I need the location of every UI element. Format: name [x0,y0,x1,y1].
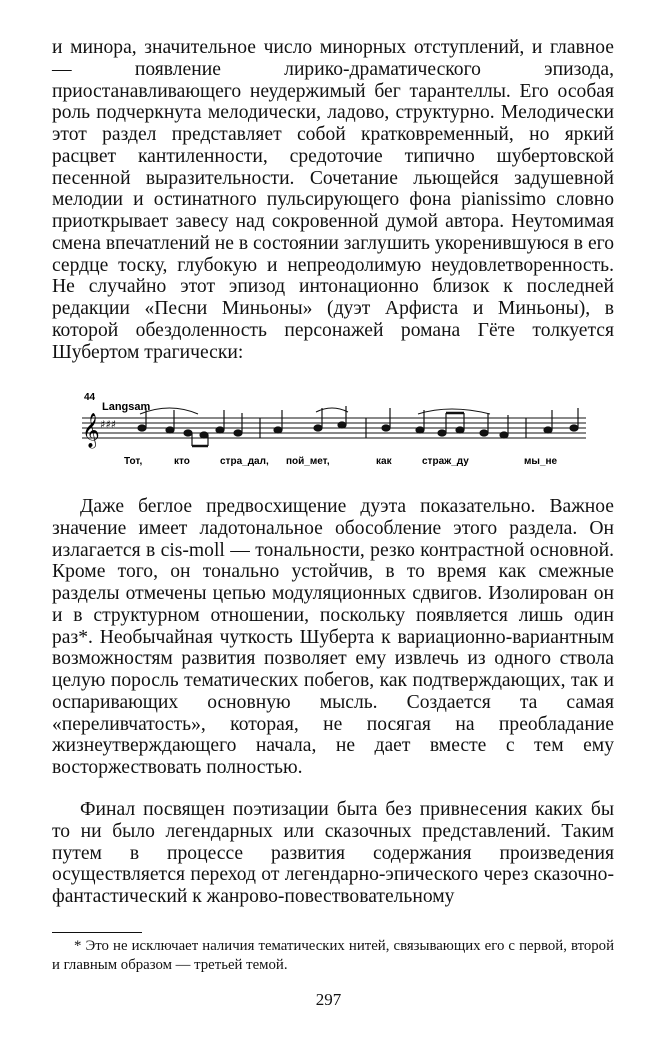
footnote-text: * Это не исключает наличия тематических нитей, связывающих его с первой, второй и главным образом — третьей темой. [52,938,614,973]
footnote [52,937,614,975]
lyric-syllable: стра_дал, [220,456,269,467]
paragraph-2 [52,496,614,779]
paragraph-3-text: Финал посвящен поэтизации быта без привнесения каких бы то ни было легендарных или сказочных представлений. Таким путем в процессе развития содержания произведения осуществляется переход от легендарно-эпического через сказочно-фантастический к жанрово-повествовательному [52,799,614,907]
treble-clef-icon: 𝄞 [82,413,100,448]
staff-lines [82,418,586,438]
lyric-syllable: как [376,456,392,467]
lyric-syllable: Тот, [124,456,143,467]
paragraph-1 [52,37,614,363]
tempo-marking: Langsam [102,401,151,413]
example-number: 44 [84,392,96,403]
paragraph-2-text: Даже беглое предвосхищение дуэта показательно. Важное значение имеет ладотональное обособление этого раздела. Он излагается в cis-moll — тональности, резко контрастной основной. Кроме того, он тонально устойчив, в то время как смежные разделы отмечены цепью модуляционных сдвигов. Изолирован он и в структурном отношении, поскольку появляется лишь один раз*. Необычайная чуткость Шуберта к вариационно-вариантным возможностям развития позволяет ему извлечь из одного ствола целую поросль тематических побегов, как подтверждающих, так и оспаривающих основную мысль. Создается та самая «переливчатость», которая, не посягая на преобладание жизнеутверждающего начала, не дает вместе с тем ему восторжествовать полностью. [52,496,614,778]
lyric-syllable: страж_ду [422,456,469,467]
paragraph-3 [52,799,614,908]
slur-2 [316,408,348,412]
music-example [80,384,600,484]
lyrics [124,456,558,467]
footnote-divider [52,932,142,933]
lyric-syllable: кто [174,456,190,467]
page-number: 297 [315,990,342,1009]
lyric-syllable: мы_не [524,456,558,467]
lyric-syllable: пой_мет, [286,456,330,467]
paragraph-1-text: и минора, значительное число минорных отступлений, и главное — появление лирико-драматического эпизода, приостанавливающего неудержимый бег тарантеллы. Его особая роль подчеркнута мелодически, ладово, структурно. Мелодически этот раздел представляет собой кратковременный, но яркий расцвет кантиленности, средоточие типично шубертовской песенной выразительности. Сочетание льющейся задушевной мелодии и остинатного пульсирующего фона pianissimo словно приоткрывает завесу над сокровенной думой автора. Неутомимая смена впечатлений не в состоянии заглушить укоренившуюся в его сердце тоску, глубокую и непреодолимую неудовлетворенность. Не случайно этот эпизод интонационно близок к последней редакции «Песни Миньоны» (дуэт Арфиста и Миньоны), в которой обездоленность персонажей романа Гёте толкуется Шубертом трагически: [52,37,614,363]
key-signature-sharps-icon: ♯♯♯ [100,418,116,431]
notes [138,406,578,446]
